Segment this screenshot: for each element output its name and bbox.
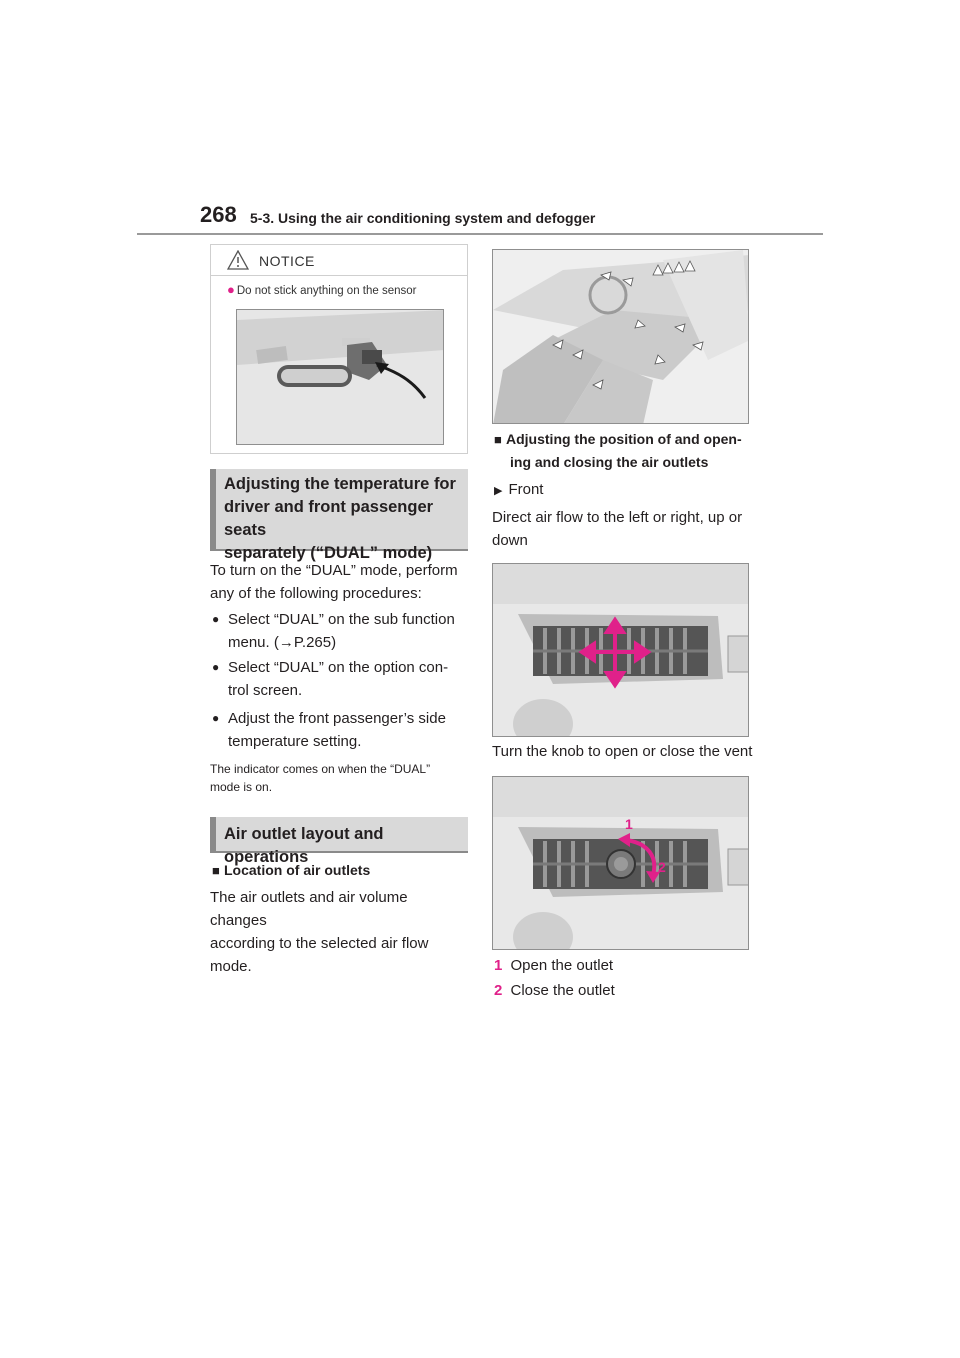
sensor-illustration [236, 309, 444, 445]
bullet-icon: ● [212, 711, 220, 725]
dual-intro [210, 559, 468, 605]
location-line3: mode. [210, 958, 252, 975]
square-bullet-icon: ■ [212, 863, 220, 878]
dual-heading-line3: separately (“DUAL” mode) [224, 544, 433, 562]
header-rule [137, 233, 823, 235]
adjust-heading-line1: Adjusting the position of and open- [506, 431, 742, 447]
location-line2: according to the selected air flow [210, 935, 429, 952]
dual-heading-line2: driver and front passenger seats [224, 498, 434, 539]
vent-knob-drawing [493, 777, 749, 950]
triangle-bullet-icon: ▶ [494, 485, 503, 497]
air-outlet-heading: Air outlet layout and operations [210, 817, 468, 853]
square-bullet-icon: ■ [494, 432, 502, 447]
dual-note [210, 760, 468, 796]
direct-text [492, 506, 752, 552]
knob-text: Turn the knob to open or close the vent [492, 743, 753, 760]
step-2 [494, 979, 615, 1002]
sensor-drawing [237, 310, 444, 445]
bullet-1-line2: menu. (→P.265) [228, 634, 337, 651]
page-number: 268 [200, 202, 237, 227]
location-text [210, 886, 468, 978]
vent-direction-illustration [492, 563, 749, 737]
dual-heading-line1: Adjusting the temperature for [224, 475, 456, 493]
dual-mode-heading [210, 469, 468, 562]
step-2-text: Close the outlet [510, 982, 615, 999]
location-line1: The air outlets and air volume changes [210, 889, 408, 929]
bullet-icon: ● [212, 612, 220, 626]
dual-note-line2: mode is on. [210, 780, 273, 794]
step-1-marker: 1 [625, 816, 633, 832]
adjust-heading [494, 428, 750, 473]
dual-intro-line2: any of the following procedures: [210, 585, 422, 602]
bullet-3-line2: temperature setting. [228, 733, 362, 750]
warning-icon [227, 250, 249, 270]
step-1-text: Open the outlet [510, 957, 614, 974]
step-2-marker: 2 [658, 859, 666, 875]
bullet-icon: ● [212, 660, 220, 674]
section-title: 5-3. Using the air conditioning system and defogger [250, 210, 596, 226]
front-label-text: Front [508, 481, 544, 498]
step-1 [494, 954, 613, 977]
vent-direction-drawing [493, 564, 749, 737]
direct-line2: down [492, 532, 528, 549]
notice-item [227, 282, 417, 297]
bullet-2-line2: trol screen. [228, 682, 303, 699]
notice-title: NOTICE [259, 253, 315, 269]
step-1-number: 1 [494, 957, 503, 974]
adjust-heading-line2: ing and closing the air outlets [510, 454, 709, 470]
bullet-dot-icon: ● [227, 282, 235, 297]
cabin-drawing [493, 250, 749, 424]
dual-note-line1: The indicator comes on when the “DUAL” [210, 762, 431, 776]
location-heading [212, 859, 370, 882]
dual-intro-line1: To turn on the “DUAL” mode, perform [210, 562, 458, 579]
notice-box [210, 244, 468, 454]
front-label [494, 478, 543, 503]
direct-line1: Direct air flow to the left or right, up or [492, 509, 743, 526]
notice-header [211, 245, 467, 276]
notice-item-text: Do not stick anything on the sensor [236, 285, 417, 297]
vent-knob-illustration [492, 776, 749, 950]
bullet-2-line1: Select “DUAL” on the option con- [228, 659, 449, 676]
location-heading-text: Location of air outlets [224, 862, 371, 878]
cabin-outlets-illustration [492, 249, 749, 424]
bullet-3-line1: Adjust the front passenger’s side [228, 710, 446, 727]
bullet-1-line1: Select “DUAL” on the sub function [228, 611, 455, 628]
step-2-number: 2 [494, 982, 503, 999]
